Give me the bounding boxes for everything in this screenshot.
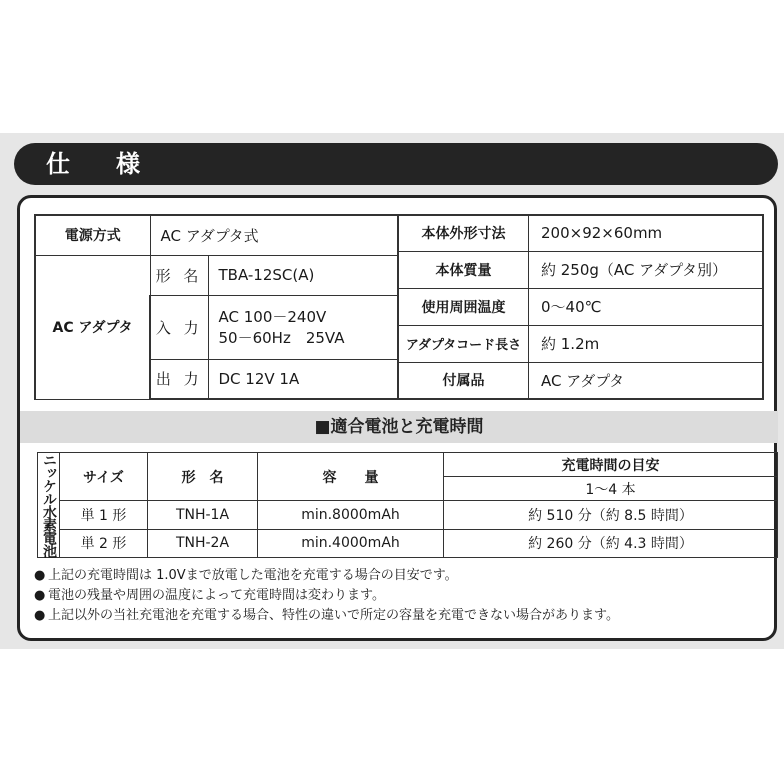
note-text: 上記の充電時間は 1.0Vまで放電した電池を充電する場合の目安です。 [48,568,458,583]
accessories-value: AC アダプタ [529,362,764,399]
charge-time-cell: 約 260 分（約 4.3 時間） [444,529,778,557]
weight-label: 本体質量 [399,251,529,288]
model-label: 形 名 [150,255,208,295]
page-title: 仕様 [46,150,186,178]
power-label: 電源方式 [35,215,150,255]
model-cell: TNH-1A [148,501,258,529]
note-text: 上記以外の当社充電池を充電する場合、特性の違いで所定の容量を充電できない場合があります。 [48,608,619,623]
section-title: ■適合電池と充電時間 [314,417,484,437]
temperature-label: 使用周囲温度 [399,288,529,325]
capacity-cell: min.8000mAh [258,501,444,529]
accessories-label: 付属品 [399,362,529,399]
battery-type-label: ニッケル水素電池 [38,453,60,558]
output-value: DC 12V 1A [208,359,398,399]
table-row [38,501,778,529]
input-value-line1: AC 100－240V [218,308,327,326]
model-header: 形 名 [148,453,258,501]
model-cell: TNH-2A [148,529,258,557]
bullet-icon: ● [34,588,46,603]
charge-time-header: 充電時間の目安 [444,453,778,477]
cord-length-value: 約 1.2m [529,325,764,362]
cord-length-label: アダプタコード長さ [399,325,529,362]
bullet-icon: ● [34,608,46,623]
input-value-line2: 50－60Hz 25VA [218,329,345,347]
capacity-header: 容 量 [258,453,444,501]
note-item [34,566,774,586]
weight-value: 約 250g（AC アダプタ別） [529,251,764,288]
charge-time-cell: 約 510 分（約 8.5 時間） [444,501,778,529]
spec-table-left [34,214,398,400]
dimensions-label: 本体外形寸法 [399,215,529,251]
battery-table [37,452,778,558]
adapter-label: AC アダプタ [35,255,150,399]
size-cell: 単 1 形 [60,501,148,529]
note-text: 電池の残量や周囲の温度によって充電時間は変わります。 [48,588,385,603]
notes-list [34,566,774,626]
battery-count-header: 1～4 本 [444,477,778,501]
dimensions-value: 200×92×60mm [529,215,764,251]
size-cell: 単 2 形 [60,529,148,557]
capacity-cell: min.4000mAh [258,529,444,557]
power-value: AC アダプタ式 [150,215,398,255]
input-value [208,295,398,359]
model-value: TBA-12SC(A) [208,255,398,295]
note-item [34,586,774,606]
size-header: サイズ [60,453,148,501]
output-label: 出 力 [150,359,208,399]
input-label: 入 力 [150,295,208,359]
spec-table-right [398,214,764,400]
bullet-icon: ● [34,568,46,583]
table-row [38,529,778,557]
temperature-value: 0～40℃ [529,288,764,325]
note-item [34,606,774,626]
